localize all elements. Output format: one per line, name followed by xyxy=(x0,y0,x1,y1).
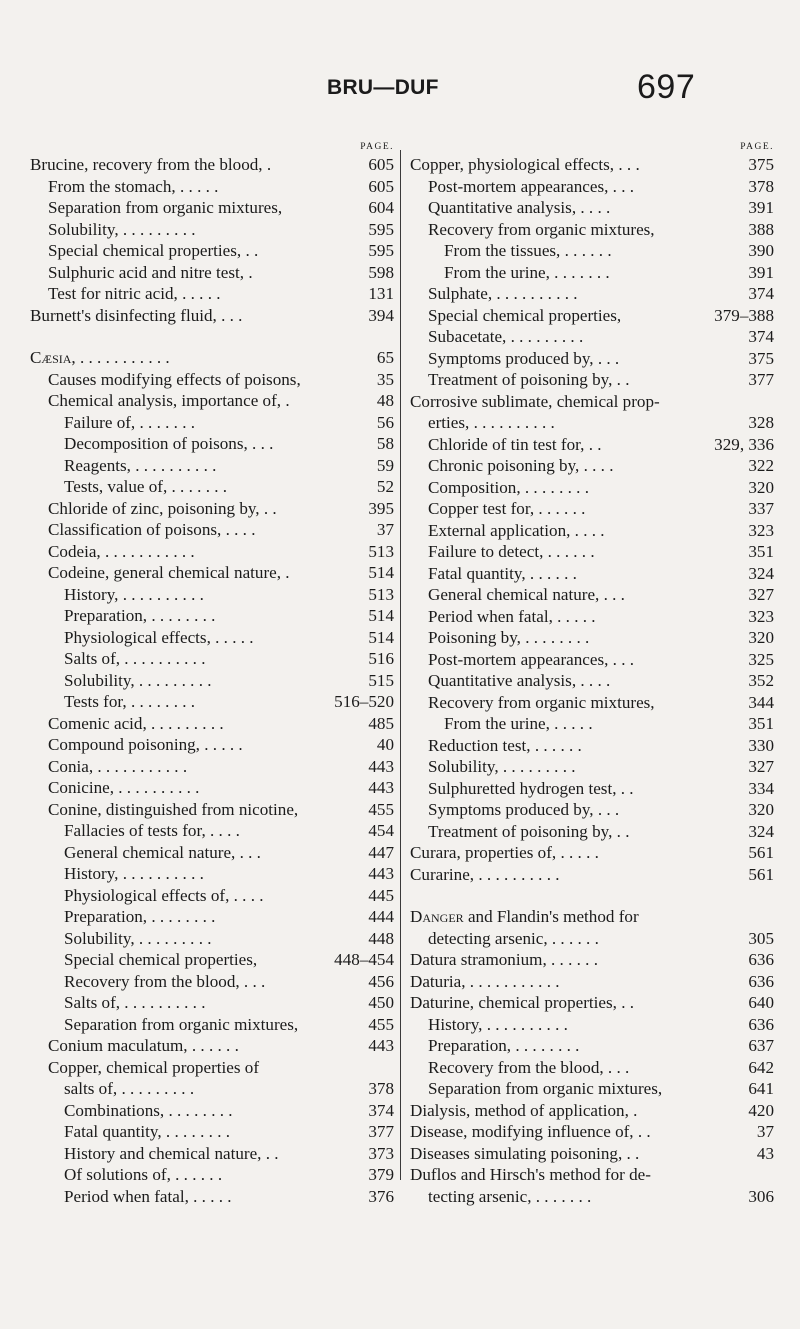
entry-text: Quantitative analysis, . . . . xyxy=(428,198,611,217)
entry-text: Comenic acid, . . . . . . . . . xyxy=(48,713,224,733)
entry-page: 43 xyxy=(754,1143,774,1165)
index-entry xyxy=(30,820,394,842)
entry-text: Subacetate, . . . . . . . . . xyxy=(428,327,584,346)
index-entry xyxy=(30,562,394,584)
entry-page: 455 xyxy=(365,799,394,821)
index-entry xyxy=(410,627,774,649)
entry-page: 395 xyxy=(365,498,394,520)
index-entry xyxy=(410,563,774,585)
entry-page: 323 xyxy=(745,606,774,628)
entry-text: Separation from organic mixtures, xyxy=(48,198,283,217)
entry-page: 40 xyxy=(374,734,394,756)
entry-page: 640 xyxy=(745,992,774,1014)
running-head: BRU—DUF xyxy=(327,76,439,99)
entry-text: Copper, physiological effects, . . . xyxy=(410,155,640,174)
index-entry xyxy=(30,1100,394,1122)
index-entry xyxy=(410,412,774,434)
index-entry xyxy=(410,369,774,391)
entry-text: Recovery from organic mixtures, xyxy=(428,692,655,712)
entry-page: 327 xyxy=(745,584,774,606)
index-entry xyxy=(410,821,774,843)
entry-page: 330 xyxy=(745,735,774,757)
entry-text: Special chemical properties, . . xyxy=(48,241,259,260)
index-entry xyxy=(30,734,394,756)
entry-page: 320 xyxy=(745,477,774,499)
index-entry xyxy=(30,476,394,498)
index-entry xyxy=(410,670,774,692)
entry-text: Chemical analysis, importance of, . xyxy=(48,391,290,410)
entry-text: Chloride of tin test for, . . xyxy=(428,434,602,454)
index-entry xyxy=(30,627,394,649)
entry-page: 516–520 xyxy=(331,691,394,713)
index-entry xyxy=(30,691,394,713)
entry-page: 636 xyxy=(745,949,774,971)
entry-text: Physiological effects of, . . . . xyxy=(64,885,264,905)
entry-page: 637 xyxy=(745,1035,774,1057)
index-entry xyxy=(30,756,394,778)
index-entry xyxy=(30,1121,394,1143)
entry-text: Codeine, general chemical nature, . xyxy=(48,563,290,582)
entry-text: Recovery from organic mixtures, xyxy=(428,219,655,239)
entry-text: tecting arsenic, . . . . . . . xyxy=(428,1186,592,1206)
entry-text: Decomposition of poisons, . . . xyxy=(64,434,274,453)
entry-page: 323 xyxy=(745,520,774,542)
entry-text: Treatment of poisoning by, . . xyxy=(428,821,630,841)
index-entry xyxy=(30,369,394,391)
index-entry xyxy=(410,541,774,563)
entry-text: Conicine, . . . . . . . . . . xyxy=(48,778,200,797)
entry-page: 35 xyxy=(374,369,394,391)
entry-page: 391 xyxy=(745,262,774,284)
index-entry xyxy=(410,240,774,262)
index-entry xyxy=(410,391,774,413)
index-entry xyxy=(410,864,774,886)
entry-text: Classification of poisons, . . . . xyxy=(48,520,256,539)
index-entry xyxy=(410,305,774,327)
index-entry xyxy=(410,992,774,1014)
entry-page: 306 xyxy=(745,1186,774,1208)
entry-text: General chemical nature, . . . xyxy=(428,585,625,604)
entry-page: 598 xyxy=(365,262,394,284)
section-gap xyxy=(410,885,774,906)
entry-text: Danger and Flandin's method for xyxy=(410,907,639,926)
index-entry xyxy=(410,949,774,971)
entry-text: Salts of, . . . . . . . . . . xyxy=(64,993,206,1012)
entry-page: 448 xyxy=(365,928,394,950)
entry-text: Special chemical properties, xyxy=(428,305,622,325)
entry-page: 515 xyxy=(365,670,394,692)
index-entry xyxy=(410,434,774,456)
column-divider xyxy=(400,150,401,1180)
entry-page: 324 xyxy=(745,563,774,585)
entry-text: Symptoms produced by, . . . xyxy=(428,800,620,819)
entry-page: 65 xyxy=(374,347,394,369)
entry-text: History and chemical nature, . . xyxy=(64,1143,279,1163)
index-entry xyxy=(30,1078,394,1100)
entry-page: 642 xyxy=(745,1057,774,1079)
entry-page: 325 xyxy=(745,649,774,671)
entry-text: Treatment of poisoning by, . . xyxy=(428,370,630,389)
entry-text: Separation from organic mixtures, xyxy=(428,1079,663,1098)
entry-text: Post-mortem appearances, . . . xyxy=(428,649,635,669)
entry-page: 320 xyxy=(745,799,774,821)
entry-page: 443 xyxy=(365,1035,394,1057)
entry-page: 516 xyxy=(365,648,394,670)
entry-page: 327 xyxy=(745,756,774,778)
index-entry xyxy=(30,1186,394,1208)
entry-page: 334 xyxy=(745,778,774,800)
entry-text: Reagents, . . . . . . . . . . xyxy=(64,455,217,475)
index-entry xyxy=(410,606,774,628)
index-entry xyxy=(410,1121,774,1143)
index-entry xyxy=(30,605,394,627)
index-entry xyxy=(410,283,774,305)
index-entry xyxy=(410,778,774,800)
entry-page: 388 xyxy=(745,219,774,241)
entry-page: 344 xyxy=(745,692,774,714)
entry-text: Recovery from the blood, . . . xyxy=(64,971,266,991)
index-entry xyxy=(410,906,774,928)
index-entry xyxy=(410,692,774,714)
entry-page: 394 xyxy=(365,305,394,327)
index-entry xyxy=(410,1078,774,1100)
index-entry xyxy=(30,240,394,262)
entry-page: 37 xyxy=(374,519,394,541)
entry-text: Diseases simulating poisoning, . . xyxy=(410,1143,640,1163)
entry-page: 513 xyxy=(365,541,394,563)
entry-page: 374 xyxy=(365,1100,394,1122)
entry-page: 322 xyxy=(745,455,774,477)
entry-page: 56 xyxy=(374,412,394,434)
index-entry xyxy=(410,842,774,864)
entry-page: 443 xyxy=(365,777,394,799)
index-entry xyxy=(30,541,394,563)
index-entry xyxy=(410,713,774,735)
entry-text: External application, . . . . xyxy=(428,520,605,540)
index-entry xyxy=(30,176,394,198)
index-entry xyxy=(30,842,394,864)
entry-page: 445 xyxy=(365,885,394,907)
index-entry xyxy=(410,477,774,499)
entry-page: 378 xyxy=(365,1078,394,1100)
entry-page: 450 xyxy=(365,992,394,1014)
entry-text: Quantitative analysis, . . . . xyxy=(428,671,611,690)
entry-text: Solubility, . . . . . . . . . xyxy=(64,928,212,948)
entry-page: 448–454 xyxy=(331,949,394,971)
entry-page: 377 xyxy=(365,1121,394,1143)
entry-page: 328 xyxy=(745,412,774,434)
entry-text: Recovery from the blood, . . . xyxy=(428,1057,630,1077)
entry-text: salts of, . . . . . . . . . xyxy=(64,1079,195,1098)
entry-page: 454 xyxy=(365,820,394,842)
index-entry xyxy=(30,1057,394,1079)
index-entry xyxy=(410,1014,774,1036)
index-entry xyxy=(30,885,394,907)
index-entry xyxy=(410,176,774,198)
entry-text: Solubility, . . . . . . . . . xyxy=(48,219,196,239)
entry-text: Salts of, . . . . . . . . . . xyxy=(64,649,206,668)
entry-text: Conium maculatum, . . . . . . xyxy=(48,1036,239,1055)
entry-text: Conia, . . . . . . . . . . . xyxy=(48,756,188,776)
entry-page: 514 xyxy=(365,562,394,584)
entry-page: 604 xyxy=(365,197,394,219)
entry-page: 375 xyxy=(745,154,774,176)
entry-page: 373 xyxy=(365,1143,394,1165)
entry-page: 52 xyxy=(374,476,394,498)
index-entry xyxy=(30,455,394,477)
index-entry xyxy=(30,197,394,219)
index-entry xyxy=(410,348,774,370)
entry-text: Post-mortem appearances, . . . xyxy=(428,176,635,196)
index-entry xyxy=(410,928,774,950)
entry-text: Preparation, . . . . . . . . xyxy=(64,907,216,926)
index-entry xyxy=(30,713,394,735)
entry-text: Separation from organic mixtures, xyxy=(64,1014,299,1034)
entry-text: Corrosive sublimate, chemical prop- xyxy=(410,391,660,411)
entry-page: 561 xyxy=(745,842,774,864)
entry-text: Dialysis, method of application, . xyxy=(410,1100,638,1120)
index-entry xyxy=(410,154,774,176)
entry-text: Chloride of zinc, poisoning by, . . xyxy=(48,498,277,518)
entry-text: Failure to detect, . . . . . . xyxy=(428,542,595,561)
entry-text: erties, . . . . . . . . . . xyxy=(428,413,555,432)
entry-page: 376 xyxy=(365,1186,394,1208)
index-entry xyxy=(410,262,774,284)
entry-page: 351 xyxy=(745,541,774,563)
entry-page: 305 xyxy=(745,928,774,950)
entry-page: 379–388 xyxy=(711,305,774,327)
entry-text: History, . . . . . . . . . . xyxy=(64,584,204,604)
entry-text: Fatal quantity, . . . . . . xyxy=(428,563,577,583)
entry-text: Solubility, . . . . . . . . . xyxy=(64,670,212,690)
index-entry xyxy=(30,347,394,369)
entry-page: 352 xyxy=(745,670,774,692)
index-column-right xyxy=(410,140,774,1207)
entry-text: Fallacies of tests for, . . . . xyxy=(64,821,240,840)
index-entry xyxy=(30,949,394,971)
entry-text: From the urine, . . . . . . . xyxy=(444,262,610,282)
entry-text: Test for nitric acid, . . . . . xyxy=(48,284,221,303)
index-entry xyxy=(30,219,394,241)
entry-text: Special chemical properties, xyxy=(64,950,258,969)
entry-page: 455 xyxy=(365,1014,394,1036)
index-entry xyxy=(30,863,394,885)
entry-text: Sulphuretted hydrogen test, . . xyxy=(428,778,634,798)
entry-page: 595 xyxy=(365,219,394,241)
index-entry xyxy=(30,777,394,799)
entry-text: Conine, distinguished from nicotine, xyxy=(48,799,299,819)
entry-page: 485 xyxy=(365,713,394,735)
entry-text: Poisoning by, . . . . . . . . xyxy=(428,628,590,647)
entry-page: 37 xyxy=(754,1121,774,1143)
entry-page: 378 xyxy=(745,176,774,198)
entry-page: 443 xyxy=(365,756,394,778)
index-entry xyxy=(410,649,774,671)
index-entry xyxy=(30,1164,394,1186)
entry-text: Chronic poisoning by, . . . . xyxy=(428,456,614,475)
entry-page: 514 xyxy=(365,627,394,649)
index-entry xyxy=(410,799,774,821)
entry-text: Period when fatal, . . . . . xyxy=(64,1186,232,1206)
entry-page: 131 xyxy=(365,283,394,305)
page-column-label: PAGE. xyxy=(360,142,394,152)
entry-page: 377 xyxy=(745,369,774,391)
entry-page: 329, 336 xyxy=(711,434,774,456)
index-entry xyxy=(410,219,774,241)
entry-page: 58 xyxy=(374,433,394,455)
entry-text: Physiological effects, . . . . . xyxy=(64,627,254,647)
index-entry xyxy=(410,1100,774,1122)
index-entry xyxy=(30,519,394,541)
entry-text: detecting arsenic, . . . . . . xyxy=(428,928,599,948)
index-entry xyxy=(410,1057,774,1079)
entry-text: Copper test for, . . . . . . xyxy=(428,499,586,518)
entry-page: 375 xyxy=(745,348,774,370)
entry-page: 605 xyxy=(365,176,394,198)
entry-text: Curara, properties of, . . . . . xyxy=(410,843,599,862)
entry-page: 456 xyxy=(365,971,394,993)
entry-page: 605 xyxy=(365,154,394,176)
index-entry xyxy=(30,412,394,434)
entry-text: Datura stramonium, . . . . . . xyxy=(410,950,598,969)
index-entry xyxy=(30,971,394,993)
index-entry xyxy=(410,520,774,542)
entry-text: Curarine, . . . . . . . . . . xyxy=(410,864,560,884)
index-entry xyxy=(410,584,774,606)
entry-page: 337 xyxy=(745,498,774,520)
index-entry xyxy=(410,326,774,348)
index-entry xyxy=(410,971,774,993)
entry-text: Brucine, recovery from the blood, . xyxy=(30,155,272,174)
entry-page: 636 xyxy=(745,971,774,993)
index-entry xyxy=(410,1164,774,1186)
entry-text: Solubility, . . . . . . . . . xyxy=(428,757,576,776)
entry-page: 420 xyxy=(745,1100,774,1122)
entry-text: Preparation, . . . . . . . . xyxy=(64,606,216,625)
index-entry xyxy=(30,799,394,821)
index-entry xyxy=(410,756,774,778)
entry-text: Sulphate, . . . . . . . . . . xyxy=(428,284,578,303)
entry-text: Copper, chemical properties of xyxy=(48,1057,260,1077)
entry-page: 391 xyxy=(745,197,774,219)
index-entry xyxy=(30,305,394,327)
index-entry xyxy=(30,262,394,284)
index-entry xyxy=(30,1143,394,1165)
page-number: 697 xyxy=(637,68,696,106)
index-entry xyxy=(30,1035,394,1057)
index-entry xyxy=(30,390,394,412)
entry-page: 59 xyxy=(374,455,394,477)
entry-text: Daturine, chemical properties, . . xyxy=(410,993,635,1012)
entry-page: 374 xyxy=(745,326,774,348)
index-entry xyxy=(30,283,394,305)
entry-text: Cæsia, . . . . . . . . . . . xyxy=(30,348,170,367)
index-entry xyxy=(410,498,774,520)
page-column-label: PAGE. xyxy=(740,142,774,152)
entry-text: Daturia, . . . . . . . . . . . xyxy=(410,971,560,991)
entry-text: Symptoms produced by, . . . xyxy=(428,348,620,368)
entry-page: 48 xyxy=(374,390,394,412)
entry-text: General chemical nature, . . . xyxy=(64,842,261,862)
entry-text: Causes modifying effects of poisons, xyxy=(48,369,301,389)
entry-text: History, . . . . . . . . . . xyxy=(428,1014,568,1034)
entry-text: Sulphuric acid and nitre test, . xyxy=(48,262,253,282)
index-entry xyxy=(30,928,394,950)
index-entry xyxy=(30,1014,394,1036)
entry-text: Duflos and Hirsch's method for de- xyxy=(410,1165,651,1184)
index-entry xyxy=(410,1186,774,1208)
entry-text: Compound poisoning, . . . . . xyxy=(48,735,243,754)
entry-text: Failure of, . . . . . . . xyxy=(64,412,196,432)
entry-page: 374 xyxy=(745,283,774,305)
entry-text: Burnett's disinfecting fluid, . . . xyxy=(30,305,243,325)
entry-text: Fatal quantity, . . . . . . . . xyxy=(64,1122,231,1141)
index-entry xyxy=(410,735,774,757)
index-entry xyxy=(410,455,774,477)
entry-text: Combinations, . . . . . . . . xyxy=(64,1100,233,1120)
index-entry xyxy=(30,670,394,692)
page-header xyxy=(0,68,800,128)
entry-text: Reduction test, . . . . . . xyxy=(428,735,582,755)
entry-page: 636 xyxy=(745,1014,774,1036)
entry-page: 379 xyxy=(365,1164,394,1186)
index-entry xyxy=(30,498,394,520)
index-entry xyxy=(30,992,394,1014)
entry-page: 514 xyxy=(365,605,394,627)
entry-page: 561 xyxy=(745,864,774,886)
index-entry xyxy=(30,648,394,670)
entry-text: Period when fatal, . . . . . xyxy=(428,606,596,626)
entry-text: From the urine, . . . . . xyxy=(444,714,593,733)
entry-text: Tests for, . . . . . . . . xyxy=(64,692,196,711)
entry-text: From the stomach, . . . . . xyxy=(48,176,219,196)
entry-page: 320 xyxy=(745,627,774,649)
entry-page: 390 xyxy=(745,240,774,262)
entry-text: Preparation, . . . . . . . . xyxy=(428,1036,580,1055)
index-entry xyxy=(30,906,394,928)
index-entry xyxy=(30,433,394,455)
entry-text: Codeia, . . . . . . . . . . . xyxy=(48,541,195,561)
entry-page: 641 xyxy=(745,1078,774,1100)
section-gap xyxy=(30,326,394,347)
index-entry xyxy=(30,584,394,606)
entry-text: Disease, modifying influence of, . . xyxy=(410,1122,651,1141)
entry-page: 595 xyxy=(365,240,394,262)
entry-page: 351 xyxy=(745,713,774,735)
index-entry xyxy=(410,1143,774,1165)
entry-text: Composition, . . . . . . . . xyxy=(428,477,589,497)
entry-page: 513 xyxy=(365,584,394,606)
entry-page: 324 xyxy=(745,821,774,843)
entry-page: 444 xyxy=(365,906,394,928)
index-entry xyxy=(30,154,394,176)
entry-page: 447 xyxy=(365,842,394,864)
entry-text: From the tissues, . . . . . . xyxy=(444,241,612,260)
entry-text: Tests, value of, . . . . . . . xyxy=(64,477,228,496)
entry-page: 443 xyxy=(365,863,394,885)
index-entry xyxy=(410,1035,774,1057)
index-column-left xyxy=(30,140,394,1207)
index-entry xyxy=(410,197,774,219)
entry-text: History, . . . . . . . . . . xyxy=(64,864,204,883)
entry-text: Of solutions of, . . . . . . xyxy=(64,1165,223,1184)
